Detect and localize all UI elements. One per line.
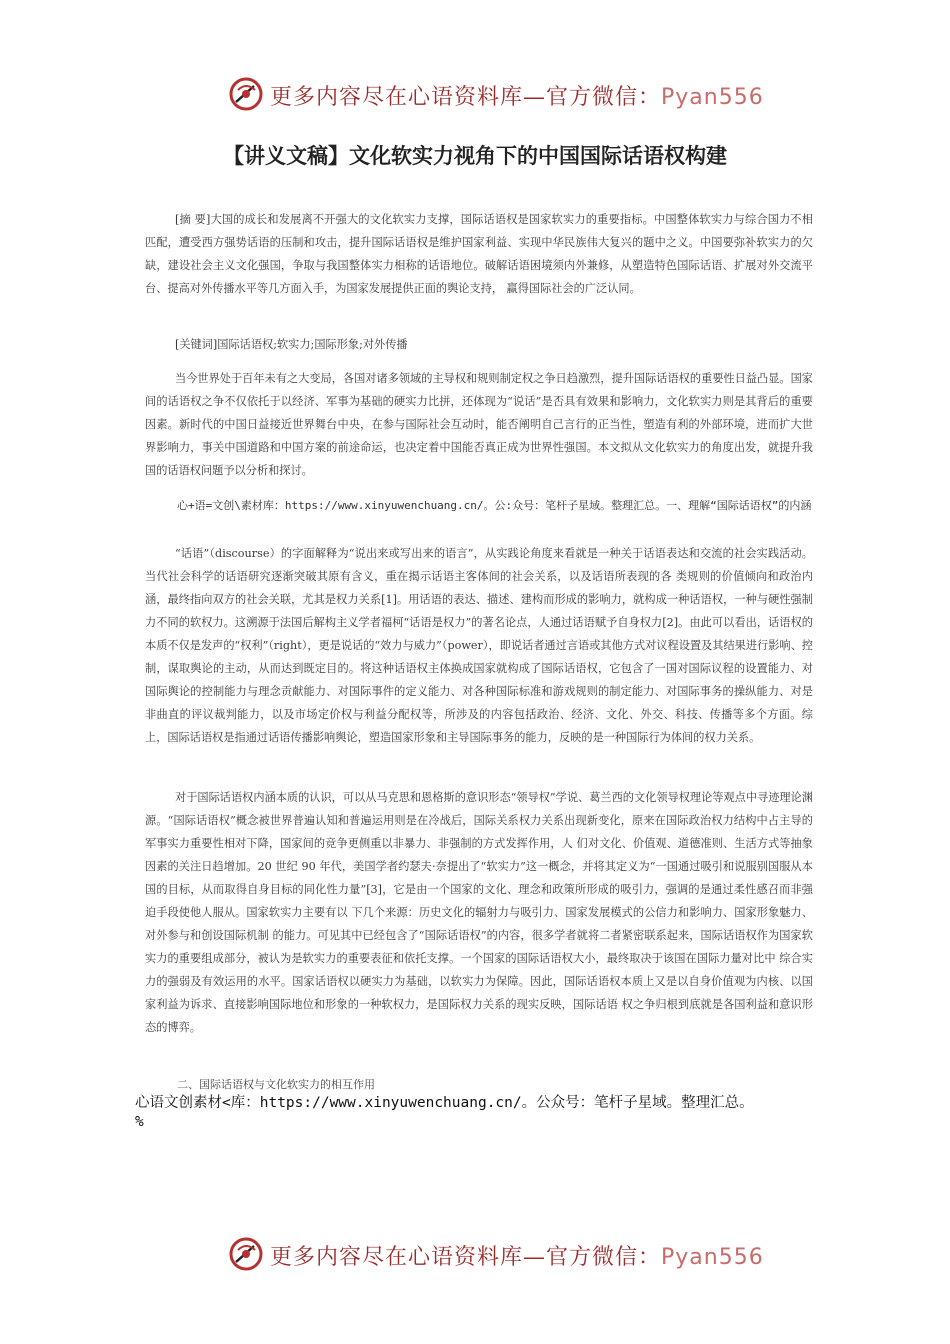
footer-note <box>135 1094 835 1132</box>
brand-logo-icon <box>228 1236 264 1272</box>
banner-text: 更多内容尽在心语资料库—官方微信：Pyan556 <box>270 1245 764 1270</box>
brand-logo-icon <box>228 76 264 112</box>
footer-note-line-2: % <box>135 1114 144 1130</box>
abstract-paragraph: [摘 要]大国的成长和发展离不开强大的文化软实力支撑，国际话语权是国家软实力的重要指标。中国整体软实力与综合国力不相匹配，遭受西方强势话语的压制和攻击，提升国际话语权是维护国家利益、实现中华民族伟大复兴的题中之义。中国要弥补软实力的欠缺，建设社会主义文化强国，争取与我国整体实力相称的话语地位。破解话语困境须内外兼修，从塑造特色国际话语、扩展对外交流平台、提高对外传播水平等几方面入手，为国家发展提供正面的舆论支持， 赢得国际社会的广泛认同。 <box>145 213 813 295</box>
document-title: 【讲义文稿】文化软实力视角下的中国国际话语权构建 <box>223 144 727 168</box>
footer-banner <box>0 1234 950 1274</box>
section-2-heading: 二、国际话语权与文化软实力的相互作用 <box>177 1078 375 1091</box>
banner-text: 更多内容尽在心语资料库—官方微信：Pyan556 <box>270 85 764 110</box>
body-paragraph-2: 对于国际话语权内涵本质的认识，可以从马克思和恩格斯的意识形态“领导权”学说、葛兰西的文化领导权理论等观点中寻迹理论渊源。“国际话语权”概念被世界普遍认知和普遍运用则是在冷战后，国际关系权力关系出现新变化，原来在国际政治权力结构中占主导的军事实力重要性相对下降，国家间的竞争更侧重以非暴力、非强制的方式发挥作用，人 们对文化、价值观、道德准则、生活方式等抽象因素的关注日趋增加。20 世纪 90 年代，美国学者约瑟夫·奈提出了“软实力”这一概念，并将其定义为“一国通过吸引和说服别国服从本国的目标，从而取得自身目标的同化性力量”[3]，它是由一个国家的文化、理念和政策所形成的吸引力，强调的是通过柔性感召而非强迫手段使他人服从。国家软实力主要有以 下几个来源：历史文化的辐射力与吸引力、国家发展模式的公信力和影响力、国家形象魅力、对外参与和创设国际机制 的能力。可见其中已经包含了“国际话语权”的内容，很多学者就将二者紧密联系起来，国际话语权作为国家软实力的重要组成部分，被认为是软实力的重要表征和依托支撑。一个国家的国际话语权大小，最终取决于该国在国际力量对比中 综合实力的强弱及有效运用的水平。国家话语权以硬实力为基础，以软实力为保障。因此，国际话语权本质上又是以自身价值观为内核、以国家利益为诉求、直接影响国际地位和形象的一种软权力，是国际权力关系的现实反映，国际话语 权之争归根到底就是各国利益和意识形态的博弈。 <box>145 791 813 1034</box>
intro-paragraph: 当今世界处于百年未有之大变局，各国对诸多领域的主导权和规则制定权之争日趋激烈，提升国际话语权的重要性日益凸显。国家间的话语权之争不仅依托于以经济、军事为基础的硬实力比拼，还体现为“说话”是否具有效果和影响力，文化软实力则是其背后的重要因素。新时代的中国日益接近世界舞台中央，在参与国际社会互动时，能否阐明自己言行的正当性，塑造有利的外部环境，进而扩大世界影响力，事关中国道路和中国方案的前途命运，也决定着中国能否真正成为世界性强国。本文拟从文化软实力的角度出发，就提升我国的话语权问题予以分析和探讨。 <box>145 372 813 477</box>
footer-note-line-1: 心语文创素材<库：https://www.xinyuwenchuang.cn/。公众号：笔杆子星域。整理汇总。 <box>135 1095 754 1111</box>
wechat-id: Pyan556 <box>661 85 764 110</box>
header-banner <box>0 74 950 114</box>
wechat-id: Pyan556 <box>661 1245 764 1270</box>
body-paragraph-1: “话语”（discourse）的字面解释为“说出来或写出来的语言”，从实践论角度来看就是一种关于话语表达和交流的社会实践活动。当代社会科学的话语研究逐渐突破其原有含义，重在揭示话语主客体间的社会关系，以及话语所表现的各 类规则的价值倾向和政治内涵，最终指向双方的社会关联，尤其是权力关系[1]。用话语的表达、描述、建构而形成的影响力，就构成一种话语权，一种与硬性强制力不同的软权力。这溯源于法国后解构主义学者福柯“话语是权力”的著名论点，人通过话语赋予自身权力[2]。由此可以看出，话语权的本质不仅是发声的“权利”（right），更是说话的“效力与威力”（power），即说话者通过言语或其他方式对议程设置及其结果进行影响、控制，谋取舆论的主动，从而达到既定目的。将这种话语权主体换成国家就构成了国际话语权，它包含了一国对国际议程的设置能力、对国际舆论的控制能力与理念贡献能力、对国际事件的定义能力、对各种国际标准和游戏规则的制定能力、对国际事务的操纵能力、对是非曲直的评议裁判能力，以及市场定价权与利益分配权等，所涉及的内容包括政治、经济、文化、外交、科技、传播等多个方面。综上，国际话语权是指通过话语传播影响舆论，塑造国家形象和主导国际事务的能力，反映的是一种国际行为体间的权力关系。 <box>145 547 813 744</box>
keywords-line: [关键词]国际话语权;软实力;国际形象;对外传播 <box>175 338 408 351</box>
source-note: 心+语=文创\素材库：https://www.xinyuwenchuang.cn/。公:众号：笔杆子星域。整理汇总。一、理解“国际话语权”的内涵 <box>177 499 812 512</box>
